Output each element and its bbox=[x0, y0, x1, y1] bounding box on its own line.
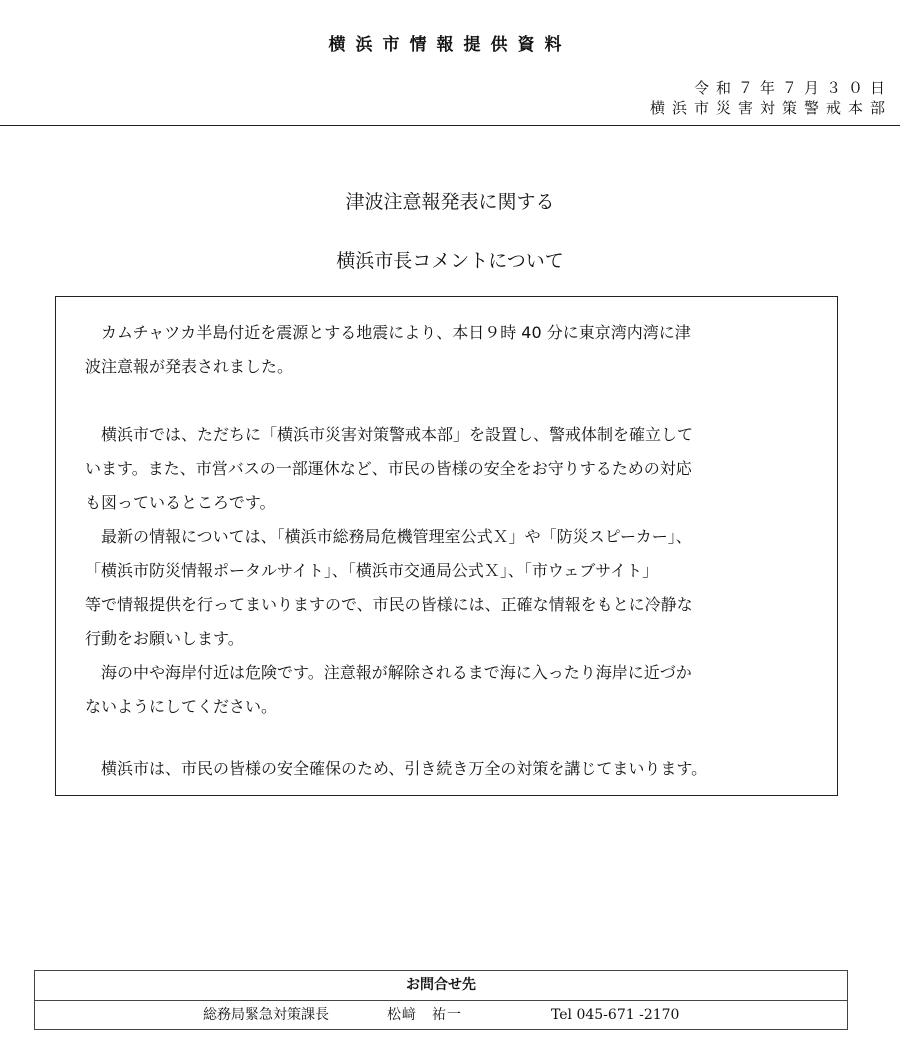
comment-line: 波注意報が発表されました。 bbox=[85, 357, 294, 376]
comment-line: も図っているところです。 bbox=[85, 493, 276, 512]
document-title-line2: 横浜市長コメントについて bbox=[336, 250, 564, 272]
comment-line: ないようにしてください。 bbox=[85, 697, 278, 716]
contact-table bbox=[34, 970, 848, 1030]
comment-paragraph-3 bbox=[85, 752, 815, 786]
issuing-organization: 横浜市災害対策警戒本部 bbox=[649, 99, 892, 117]
comment-line: 最新の情報については、「横浜市総務局危機管理室公式Ｘ」や「防災スピーカー」、 bbox=[85, 527, 692, 546]
document-title-line1: 津波注意報発表に関する bbox=[345, 191, 555, 213]
comment-line: 海の中や海岸付近は危険です。注意報が解除されるまで海に入ったり海岸に近づか bbox=[85, 663, 692, 682]
comment-line: 等で情報提供を行ってまいりますので、市民の皆様には、正確な情報をもとに冷静な bbox=[85, 595, 693, 614]
contact-row bbox=[35, 1000, 847, 1030]
comment-line: 横浜市は、市民の皆様の安全確保のため、引き続き万全の対策を講じてまいります。 bbox=[85, 759, 708, 778]
comment-line: 「横浜市防災情報ポータルサイト」、「横浜市交通局公式Ｘ」、「市ウェブサイト」 bbox=[85, 561, 659, 580]
document-header-title: 横浜市情報提供資料 bbox=[328, 35, 572, 55]
contact-heading: お問合せ先 bbox=[35, 971, 847, 1001]
mayor-comment-box bbox=[55, 296, 838, 796]
comment-line: 横浜市では、ただちに「横浜市災害対策警戒本部」を設置し、警戒体制を確立して bbox=[85, 425, 694, 444]
contact-phone: Tel 045-671 -2170 bbox=[551, 1007, 680, 1023]
issue-date: 令和７年７月３０日 bbox=[693, 79, 892, 97]
comment-paragraph-2 bbox=[85, 418, 815, 724]
contact-name: 松﨑 祐一 bbox=[387, 1007, 462, 1023]
comment-paragraph-1 bbox=[85, 316, 815, 384]
contact-department: 総務局緊急対策課長 bbox=[203, 1007, 329, 1023]
comment-line: カムチャツカ半島付近を震源とする地震により、本日９時 40 分に東京湾内湾に津 bbox=[85, 323, 691, 342]
comment-line: います。また、市営バスの一部運休など、市民の皆様の安全をお守りするための対応 bbox=[85, 459, 692, 478]
comment-line: 行動をお願いします。 bbox=[85, 629, 244, 648]
header-divider bbox=[0, 125, 900, 126]
